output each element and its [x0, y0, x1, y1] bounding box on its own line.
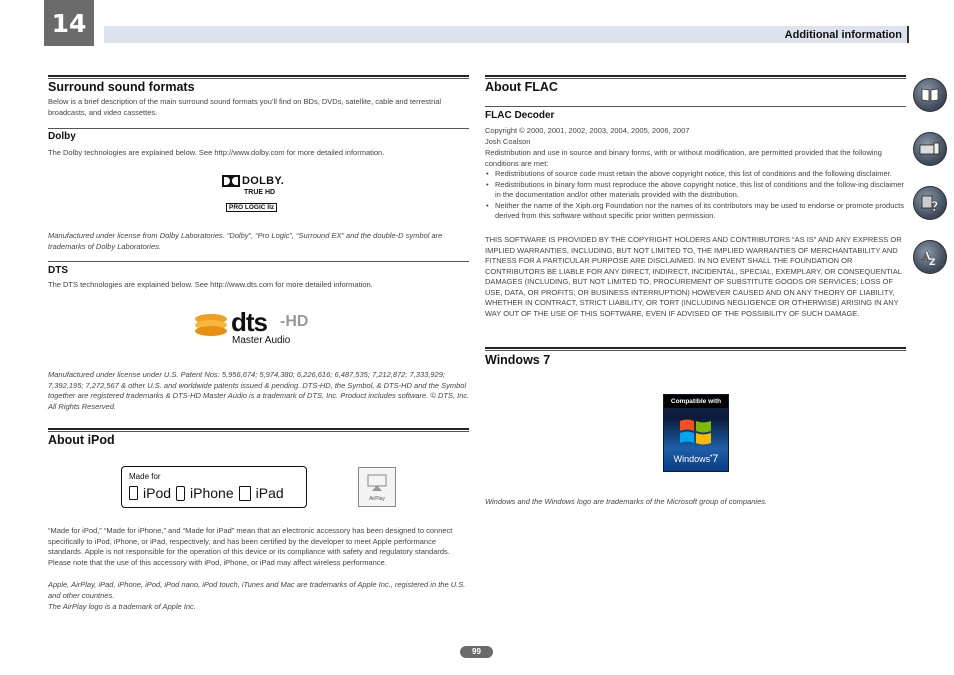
manual-book-icon[interactable]	[913, 78, 947, 112]
windows-title: Windows 7	[485, 353, 551, 367]
dts-hd-mark: -HD	[280, 313, 309, 330]
rule	[48, 78, 469, 79]
surround-intro: Below is a brief description of the main surround sound formats you’ll find on BDs, DVDs, satellite, cable and terrestrial broadcasts, and video cassettes.	[48, 97, 442, 117]
prologic-mark: PRO LOGIC IIz	[226, 203, 277, 212]
flac-decoder-title: FLAC Decoder	[485, 110, 555, 121]
truehd-mark: TRUE HD	[244, 189, 276, 196]
dolby-wordmark: DOLBY.	[242, 175, 285, 187]
flac-title: About FLAC	[485, 80, 558, 94]
flac-author: Josh Coalson	[485, 137, 531, 146]
rule	[48, 75, 469, 77]
ipod-trademark: Apple, AirPlay, iPad, iPhone, iPod, iPod nano, iPod touch, iTunes and Mac are trademarks of Apple Inc., registered in the U.S. and other countries.	[48, 580, 466, 600]
section-label: Additional information	[784, 29, 902, 41]
flac-intro: Redistribution and use in source and binary forms, with or without modification, are permitted provided that the following conditions are met:	[485, 148, 882, 168]
rule	[485, 78, 906, 79]
page-number: 99	[460, 646, 493, 658]
rule	[485, 106, 906, 107]
svg-text:Z: Z	[929, 258, 936, 267]
ipad-label: iPad	[255, 485, 284, 501]
svg-text:A: A	[922, 249, 932, 263]
list-item: • Redistributions in binary form must reproduce the above copyright notice, this list of conditions and the follow-ing disclaimer in the documentation and/or other materials provided with the distribution.	[495, 180, 906, 201]
dolby-title: Dolby	[48, 131, 76, 142]
dts-logo	[194, 309, 322, 349]
list-item: • Redistributions of source code must retain the above copyright notice, this list of conditions and the following disclaimer.	[495, 169, 906, 180]
list-item: • Neither the name of the Xiph.org Foundation nor the names of its contributors may be used to endorse or promote products derived from this software without specific prior written permission.	[495, 201, 906, 222]
dts-notice: Manufactured under license under U.S. Patent Nos: 5,956,674; 5,974,380; 6,226,616; 6,487,535; 7,212,872; 7,333,929; 7,392,195; 7,272,567 & other U.S. and worldwide patents issued & pending. DTS-HD, the Symbol, & DTS-HD and the Symbol together are registered trademarks & DTS-HD Master Audio is a trademark of DTS, Inc. Product includes software. © DTS, Inc. All Rights Reserved.	[48, 370, 470, 411]
iphone-label: iPhone	[190, 485, 234, 501]
ipad-device-icon	[239, 486, 251, 501]
iphone-device-icon	[176, 486, 185, 501]
windows-wordmark: Windows	[673, 454, 711, 464]
airplay-badge	[358, 467, 396, 507]
windows-flag-icon	[678, 415, 714, 449]
svg-text:?: ?	[931, 200, 939, 213]
flac-conditions	[485, 169, 906, 222]
dts-wordmark: dts	[231, 307, 267, 337]
rule	[485, 75, 906, 77]
made-for-ipod-badge	[121, 466, 307, 508]
help-icon[interactable]	[913, 186, 947, 220]
rule	[48, 431, 469, 432]
dts-title: DTS	[48, 265, 68, 276]
dts-text: The DTS technologies are explained below. See http://www.dts.com for more detailed information.	[48, 280, 373, 289]
airplay-icon	[367, 474, 387, 492]
dolby-text: The Dolby technologies are explained below. See http://www.dolby.com for more detailed information.	[48, 148, 385, 157]
rule	[48, 128, 469, 129]
ipod-text: “Made for iPod,” “Made for iPhone,” and “Made for iPad” mean that an electronic accessory has been designed to connect specifically to iPod, iPhone, or iPad, respectively, and has been certified by the developer to meet Apple performance standards. Apple is not responsible for the operation of this device or its compliance with safety and regulatory standards. Please note that the use of this accessory with iPod, iPhone, or iPad may affect wireless performance.	[48, 526, 453, 567]
rule	[48, 261, 469, 262]
surround-title: Surround sound formats	[48, 80, 195, 94]
windows-version: 7	[712, 453, 719, 465]
rule	[48, 428, 469, 430]
dolby-logo	[222, 174, 294, 212]
dolby-notice: Manufactured under license from Dolby Laboratories. “Dolby”, “Pro Logic”, “Surround EX” and the double-D symbol are trademarks of Dolby Laboratories.	[48, 231, 443, 251]
flac-disclaimer: THIS SOFTWARE IS PROVIDED BY THE COPYRIGHT HOLDERS AND CONTRIBUTORS “AS IS” AND ANY EXPRESS OR IMPLIED WARRANTIES, INCLUDING, BUT NOT LIMITED TO, THE IMPLIED WARRANTIES OF MERCHANTABILITY AND FITNESS FOR A PARTICULAR PURPOSE ARE DISCLAIMED. IN NO EVENT SHALL THE FOUNDATION OR CONTRIBUTORS BE LIABLE FOR ANY DIRECT, INDIRECT, INCIDENTAL, SPECIAL, EXEMPLARY, OR CONSEQUENTIAL DAMAGES (INCLUDING, BUT NOT LIMITED TO, PROCUREMENT OF SUBSTITUTE GOODS OR SERVICES; LOSS OF USE, DATA, OR PROFITS; OR BUSINESS INTERRUPTION) HOWEVER CAUSED AND ON ANY THEORY OF LIABILITY, WHETHER IN CONTRACT, STRICT LIABILITY, OR TORT (INCLUDING NEGLIGENCE OR OTHERWISE) ARISING IN ANY WAY OUT OF THE USE OF THIS SOFTWARE, EVEN IF ADVISED OF THE POSSIBILITY OF SUCH DAMAGE.	[485, 235, 902, 318]
double-d-icon	[222, 175, 240, 187]
dts-wave-icon	[194, 312, 228, 338]
rule	[485, 347, 906, 349]
ipod-device-icon	[129, 486, 138, 500]
flac-copyright: Copyright © 2000, 2001, 2002, 2003, 2004, 2005, 2006, 2007	[485, 126, 690, 135]
windows-notice: Windows and the Windows logo are trademarks of the Microsoft group of companies.	[485, 497, 768, 506]
glossary-icon[interactable]	[913, 240, 947, 274]
windows7-badge: Compatible with Windows•7	[663, 394, 729, 472]
receiver-icon[interactable]	[913, 132, 947, 166]
dts-master-audio: Master Audio	[232, 335, 291, 346]
airplay-label: AirPlay	[369, 496, 385, 502]
rule	[485, 350, 906, 351]
chapter-number: 14	[44, 0, 94, 46]
compatible-with-label: Compatible with	[664, 395, 728, 408]
ipod-label: iPod	[143, 485, 172, 501]
made-for-label: Made for	[129, 472, 161, 481]
airplay-trademark: The AirPlay logo is a trademark of Apple Inc.	[48, 602, 196, 611]
ipod-title: About iPod	[48, 433, 115, 447]
